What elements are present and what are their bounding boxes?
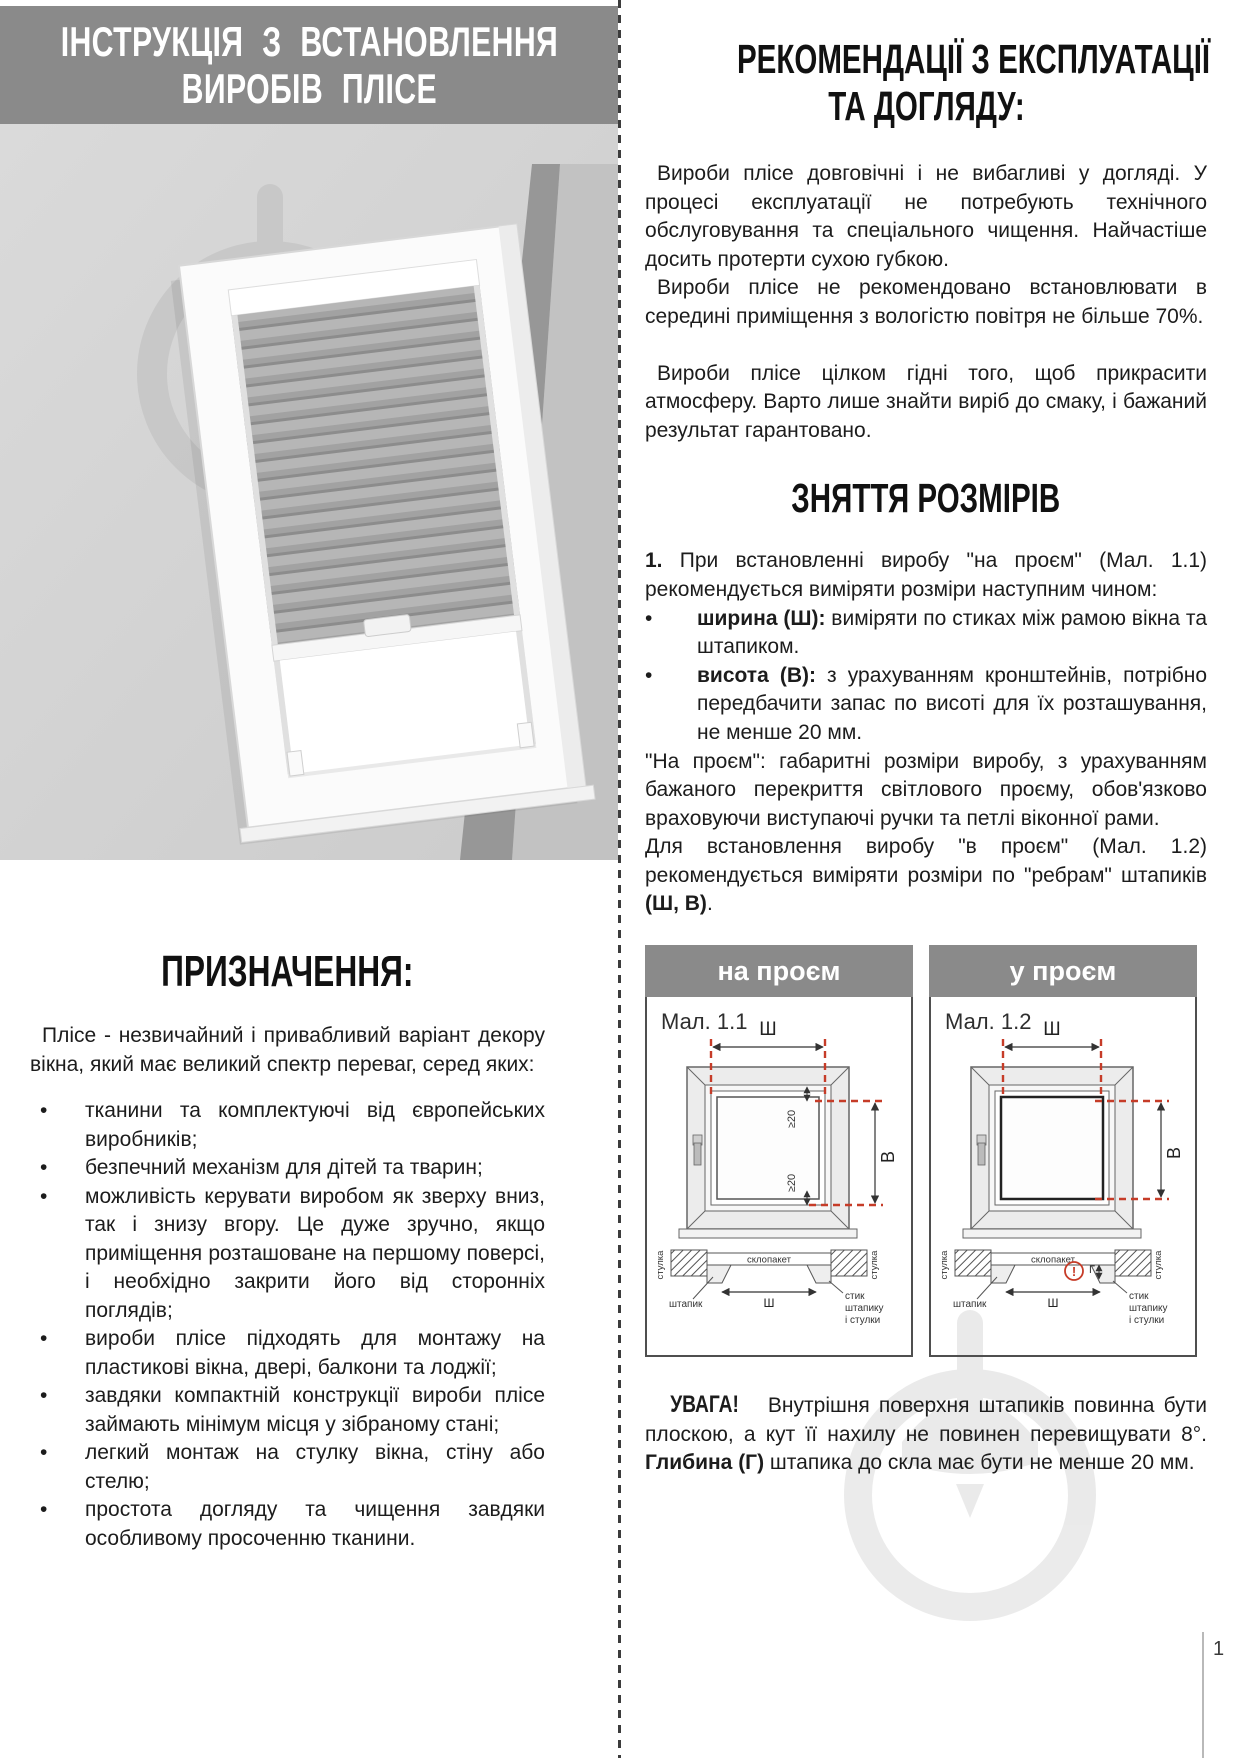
purpose-intro: Плісе - незвичайний і привабливий варіант декору вікна, який має великий спектр переваг, серед яких: (30, 1024, 545, 1076)
purpose-section (0, 948, 575, 1553)
bracket-left (287, 751, 304, 777)
page-number: 1 (1213, 1638, 1225, 1660)
bead-section-right (807, 1265, 831, 1283)
height-label: В (1164, 1147, 1184, 1160)
glass-pack-label: склопакет (747, 1254, 791, 1266)
sash-section-right (831, 1250, 867, 1276)
figure-caption: Мал. 1.2 (945, 1009, 1032, 1035)
joint-label: стик штапику і стулки (1129, 1291, 1168, 1327)
list-item: • легкий монтаж на стулку вікна, стіну або стелю; (40, 1441, 545, 1493)
pleated-blind-fabric (231, 285, 520, 645)
joint-label: стик штапику і стулки (845, 1291, 884, 1327)
diagram-window-sill (679, 1229, 857, 1238)
product-photo (0, 124, 618, 860)
right-column (645, 36, 1211, 1499)
measure-step-1: 1. При встановленні виробу "на проєм" (Мал. 1.1) рекомендується виміряти розміри наступним чином: (645, 549, 1207, 601)
sash-label-left: стулка (939, 1250, 950, 1280)
diagram-window-sill (963, 1229, 1141, 1238)
sash-section-left (955, 1250, 991, 1276)
measure-paragraph-na: "На проєм": габаритні розміри виробу, з урахуванням бажаного перекриття світлового проєму, обов'язково враховуючи виступаючі ручки та петлі віконної рами. (645, 749, 1207, 830)
page-title-line2: ВИРОБІВ ПЛІСЕ (181, 65, 437, 112)
measure-heading: ЗНЯТТЯ РОЗМІРІВ (791, 475, 1061, 522)
sash-label-right: стулка (1153, 1250, 1164, 1280)
glass-pack-label: склопакет (1031, 1254, 1075, 1266)
sash-section-left (671, 1250, 707, 1276)
footer-divider (1202, 1632, 1204, 1758)
figure-1-2-body (929, 997, 1197, 1357)
section-width-label: Ш (1047, 1296, 1059, 1311)
min20-bottom-label: ≥20 (786, 1173, 798, 1193)
figures-row (645, 945, 1207, 1357)
list-item: • вироби плісе підходять для монтажу на пластикові вікна, двері, балкони та лоджії; (40, 1327, 545, 1379)
purpose-list (40, 1097, 545, 1553)
width-label: Ш (759, 1019, 777, 1041)
care-paragraph-1: Вироби плісе довговічні і не вибагливі у догляді. У процесі експлуатації не потребують технічного обслуговування та спеціального чищення. Найчастіше досить протерти сухою губкою. (645, 162, 1207, 271)
window-blind-render (0, 124, 618, 860)
list-item: • безпечний механізм для дітей та тварин; (40, 1156, 483, 1179)
list-item: • простота догляду та чищення завдяки особливому просоченню тканини. (40, 1498, 545, 1550)
bead-label: штапик (953, 1299, 987, 1311)
figure-1-1-drawing (647, 997, 911, 1351)
attention-paragraph: УВАГА! Внутрішня поверхня штапиків повинна бути плоскою, а кут її нахилу не повинен перевищувати 8°. Глибина (Г) штапика до скла має бути не менше 20 мм. (645, 1391, 1207, 1475)
warning-exclamation: ! (1071, 1264, 1077, 1280)
section-width-label: Ш (763, 1296, 775, 1311)
care-paragraph-3: Вироби плісе цілком гідні того, щоб прикрасити атмосферу. Варто лише знайти виріб до смаку, і бажаний результат гарантовано. (645, 361, 1207, 442)
list-item: • ширина (Ш): виміряти по стиках між рамою вікна та штапиком. (645, 606, 1207, 659)
list-item: • можливість керувати виробом як зверху вниз, так і знизу вгору. Це дуже зручно, якщо приміщення розташоване на першому поверсі, і необхідно закрити його від сторонніх поглядів; (40, 1184, 545, 1322)
min20-top-label: ≥20 (786, 1109, 798, 1129)
purpose-heading: ПРИЗНАЧЕННЯ: (161, 947, 414, 996)
list-item: • тканини та комплектуючі від європейських виробників; (40, 1099, 545, 1151)
care-paragraph-2: Вироби плісе не рекомендовано встановлювати в середині приміщення з вологістю повітря не більше 70%. (645, 276, 1207, 328)
cut-dashed-divider (618, 0, 621, 1758)
attention-label: УВАГА! (670, 1391, 739, 1419)
figure-1-1 (645, 945, 913, 1357)
sash-label-left: стулка (655, 1250, 666, 1280)
bead-label: штапик (669, 1299, 703, 1311)
list-item: • висота (В): з урахуванням кронштейнів, потрібно передбачити запас по висоті для їх розташування, не менше 20 мм. (645, 663, 1207, 744)
depth-label: Г (1089, 1264, 1095, 1277)
bracket-right (517, 722, 534, 748)
figure-1-1-body (645, 997, 913, 1357)
figure-1-1-header: на проєм (645, 945, 913, 997)
width-label: Ш (1043, 1019, 1061, 1041)
figure-1-2-header: у проєм (929, 945, 1197, 997)
page-title-band (0, 6, 618, 124)
figure-caption: Мал. 1.1 (661, 1009, 748, 1035)
sash-section-right (1115, 1250, 1151, 1276)
page-title-line1: ІНСТРУКЦІЯ З ВСТАНОВЛЕННЯ (60, 18, 558, 65)
measure-list (645, 605, 1207, 748)
measure-paragraph-v: Для встановлення виробу "в проєм" (Мал. 1.2) рекомендується виміряти розміри по "ребрам" штапиків (Ш, В). (645, 835, 1207, 916)
care-heading: РЕКОМЕНДАЦІЇ З ЕКСПЛУАТАЦІЇ ТА ДОГЛЯДУ: (736, 36, 1211, 129)
list-item: • завдяки компактній конструкції вироби плісе займають мінімум місця у зібраному стані; (40, 1384, 545, 1436)
figure-1-2-drawing (931, 997, 1195, 1351)
figure-1-2 (929, 945, 1197, 1357)
height-label: В (878, 1151, 898, 1164)
sash-label-right: стулка (869, 1250, 880, 1280)
